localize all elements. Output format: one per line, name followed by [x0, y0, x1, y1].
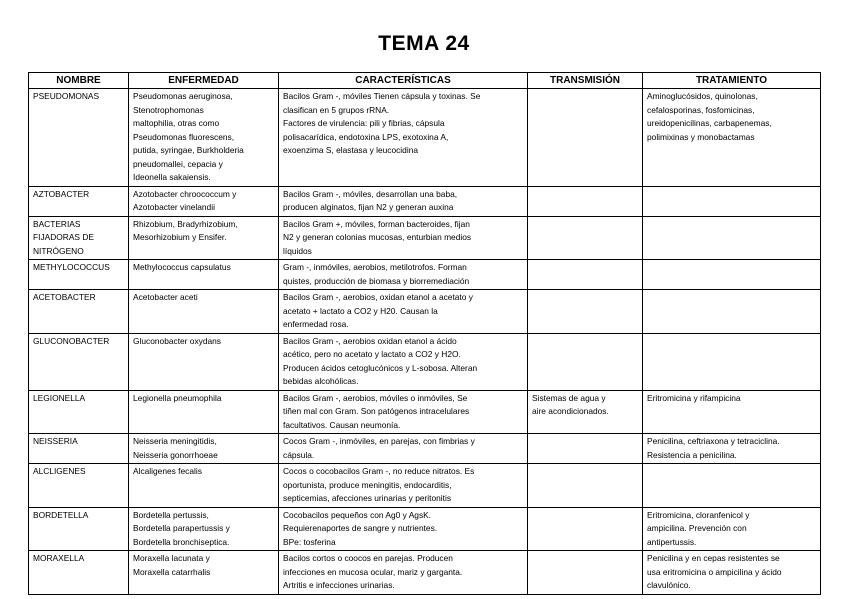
cell-caracteristicas: Bacilos Gram -, aerobios, oxidan etanol a acetato y acetato + lactato a CO2 y H20. Causan la enfermedad rosa.	[279, 290, 528, 334]
cell-nombre: BORDETELLA	[29, 507, 129, 551]
table-row	[29, 434, 821, 464]
table-row	[29, 290, 821, 334]
table-row	[29, 89, 821, 187]
cell-caracteristicas: Bacilos Gram -, móviles, desarrollan una baba, producen alginatos, fijan N2 y generan auxina	[279, 186, 528, 216]
cell-nombre: LEGIONELLA	[29, 390, 129, 434]
cell-tratamiento: Penicilina, ceftriaxona y tetraciclina. Resistencia a penicilina.	[643, 434, 821, 464]
cell-transmision	[528, 186, 643, 216]
page-title: TEMA 24	[378, 32, 470, 55]
cell-transmision	[528, 507, 643, 551]
cell-enfermedad: Moraxella lacunata y Moraxella catarrhalis	[129, 551, 279, 595]
cell-tratamiento	[643, 186, 821, 216]
cell-enfermedad: Acetobacter aceti	[129, 290, 279, 334]
cell-caracteristicas: Bacilos Gram +, móviles, forman bacteroides, fijan N2 y generan colonias mucosas, enturbian medios líquidos	[279, 216, 528, 260]
cell-nombre: MORAXELLA	[29, 551, 129, 595]
header-nombre: NOMBRE	[29, 73, 129, 89]
header-enfermedad: ENFERMEDAD	[129, 73, 279, 89]
cell-transmision	[528, 464, 643, 508]
cell-enfermedad: Bordetella pertussis, Bordetella parapertussis y Bordetella bronchiseptica.	[129, 507, 279, 551]
cell-enfermedad: Azotobacter chroococcum y Azotobacter vinelandii	[129, 186, 279, 216]
cell-caracteristicas: Gram -, inmóviles, aerobios, metilotrofos. Forman quistes, producción de biomasa y biorremediación	[279, 260, 528, 290]
bacteria-table	[28, 72, 821, 595]
cell-transmision: Sistemas de agua y aire acondicionados.	[528, 390, 643, 434]
cell-caracteristicas: Bacilos Gram -, móviles Tienen cápsula y toxinas. Se clasifican en 5 grupos rRNA. Factores de virulencia: pili y fibrias, cápsula polisacarídica, endotoxina LPS, exotoxina A, exoenzima S, elastasa y leucocidina	[279, 89, 528, 187]
cell-enfermedad: Pseudomonas aeruginosa, Stenotrophomonas maltophilia, otras como Pseudomonas fluorescens, putida, syringae, Burkholderia pneudomallei, cepacia y Ideonella sakaiensis.	[129, 89, 279, 187]
cell-transmision	[528, 260, 643, 290]
cell-caracteristicas: Cocos Gram -, inmóviles, en parejas, con fimbrias y cápsula.	[279, 434, 528, 464]
cell-transmision	[528, 216, 643, 260]
table-row	[29, 464, 821, 508]
table-row	[29, 390, 821, 434]
cell-tratamiento: Eritromicina, cloranfenicol y ampicilina. Prevención con antipertussis.	[643, 507, 821, 551]
cell-enfermedad: Neisseria meningitidis, Neisseria gonorrhoeae	[129, 434, 279, 464]
cell-caracteristicas: Bacilos cortos o coocos en parejas. Producen infecciones en mucosa ocular, mariz y garganta. Artritis e infecciones urinarias.	[279, 551, 528, 595]
cell-transmision	[528, 290, 643, 334]
cell-tratamiento	[643, 260, 821, 290]
table-row	[29, 551, 821, 595]
cell-enfermedad: Alcaligenes fecalis	[129, 464, 279, 508]
header-transmision: TRANSMISIÓN	[528, 73, 643, 89]
cell-tratamiento: Aminoglucósidos, quinolonas, cefalosporinas, fosfomicinas, ureidopenicilinas, carbapenemas, polimixinas y monobactamas	[643, 89, 821, 187]
cell-caracteristicas: Cocobacilos pequeños con Ag0 y AgsK. Requierenaportes de sangre y nutrientes. BPe: tosferina	[279, 507, 528, 551]
cell-enfermedad: Rhizobium, Bradyrhizobium, Mesorhizobium y Ensifer.	[129, 216, 279, 260]
cell-transmision	[528, 551, 643, 595]
cell-enfermedad: Gluconobacter oxydans	[129, 333, 279, 390]
cell-enfermedad: Legionella pneumophila	[129, 390, 279, 434]
cell-tratamiento	[643, 333, 821, 390]
table-row	[29, 186, 821, 216]
cell-caracteristicas: Bacilos Gram -, aerobios oxidan etanol a ácido acético, pero no acetato y lactato a CO2 y H2O. Producen ácidos cetoglucónicos y L-sobosa. Alteran bebidas alcohólicas.	[279, 333, 528, 390]
table-row	[29, 507, 821, 551]
cell-enfermedad: Methylococcus capsulatus	[129, 260, 279, 290]
cell-nombre: BACTERIAS FIJADORAS DE NITRÓGENO	[29, 216, 129, 260]
cell-transmision	[528, 434, 643, 464]
cell-tratamiento	[643, 216, 821, 260]
table-row	[29, 216, 821, 260]
cell-caracteristicas: Cocos o cocobacilos Gram -, no reduce nitratos. Es oportunista, produce meningitis, endocarditis, septicemias, afecciones urinarias y peritonitis	[279, 464, 528, 508]
cell-transmision	[528, 333, 643, 390]
cell-nombre: ACETOBACTER	[29, 290, 129, 334]
cell-caracteristicas: Bacilos Gram -, aerobios, móviles o inmóviles, Se tiñen mal con Gram. Son patógenos intracelulares facultativos. Causan neumonía.	[279, 390, 528, 434]
table-row	[29, 260, 821, 290]
cell-nombre: NEISSERIA	[29, 434, 129, 464]
cell-nombre: PSEUDOMONAS	[29, 89, 129, 187]
cell-tratamiento: Eritromicina y rifampicina	[643, 390, 821, 434]
header-caracteristicas: CARACTERÍSTICAS	[279, 73, 528, 89]
header-tratamiento: TRATAMIENTO	[643, 73, 821, 89]
header-row	[29, 73, 821, 89]
cell-nombre: ALCLIGENES	[29, 464, 129, 508]
cell-tratamiento	[643, 290, 821, 334]
cell-transmision	[528, 89, 643, 187]
table-row	[29, 333, 821, 390]
cell-nombre: AZTOBACTER	[29, 186, 129, 216]
cell-tratamiento: Penicilina y en cepas resistentes se usa eritromicina o ampicilina y ácido clavulónico.	[643, 551, 821, 595]
cell-tratamiento	[643, 464, 821, 508]
cell-nombre: GLUCONOBACTER	[29, 333, 129, 390]
cell-nombre: METHYLOCOCCUS	[29, 260, 129, 290]
